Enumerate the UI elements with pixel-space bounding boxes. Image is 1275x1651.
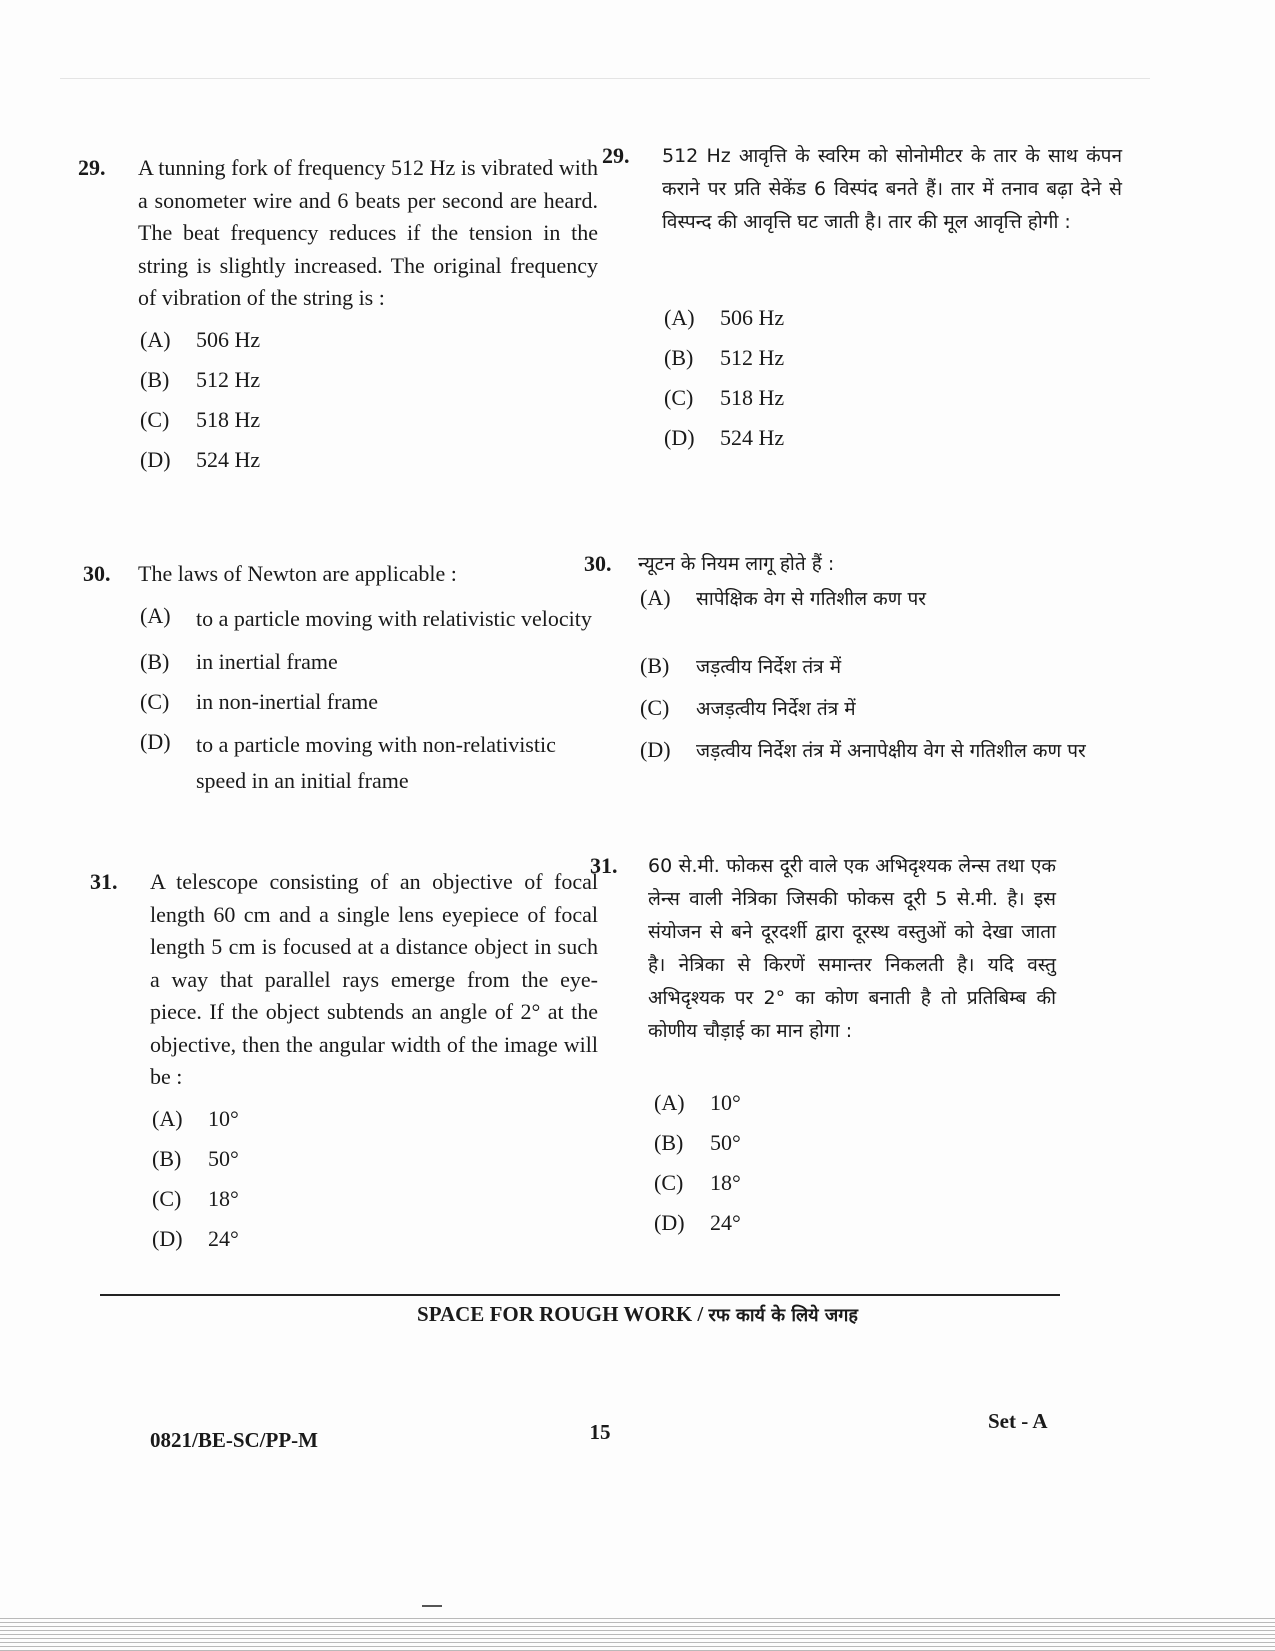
rough-work-rule bbox=[100, 1294, 1060, 1296]
option-c: (C) अजड़त्वीय निर्देश तंत्र में bbox=[640, 695, 856, 720]
question-text: 512 Hz आवृत्ति के स्वरिम को सोनोमीटर के तार के साथ कंपन कराने पर प्रति सेकेंड 6 विस्पंद बनते हैं। तार में तनाव बढ़ा देने से विस्पन्द की आवृत्ति घट जाती है। तार की मूल आवृत्ति होगी : bbox=[662, 145, 1122, 233]
option-b: (B) 512 Hz bbox=[664, 345, 785, 370]
options bbox=[140, 601, 598, 799]
option-a: (A) सापेक्षिक वेग से गतिशील कण पर bbox=[640, 585, 927, 610]
question-text: 60 से.मी. फोकस दूरी वाले एक अभिदृश्यक लेन्स तथा एक लेन्स वाली नेत्रिका जिसकी फोकस दूरी 5 से.मी. है। इस संयोजन से बने दूरदर्शी द्वारा दूरस्थ वस्तुओं को देखा जाता है। नेत्रिका से किरणें समान्तर निकलती है। यदि वस्तु अभिदृश्यक पर 2° का कोण बनाती है तो प्रतिबिम्ब की कोणीय चौड़ाई का मान होगा : bbox=[648, 855, 1056, 1042]
question-number: 31. bbox=[90, 869, 118, 894]
option-a: (A) to a particle moving with relativistic velocity bbox=[140, 602, 592, 631]
option-b: (B) in inertial frame bbox=[140, 648, 338, 674]
rough-work-heading bbox=[0, 1302, 1275, 1327]
option-d: (D) 24° bbox=[152, 1225, 239, 1251]
option-d: (D) 524 Hz bbox=[140, 446, 261, 472]
option-a: (A) 10° bbox=[152, 1105, 239, 1131]
paper-code: 0821/BE-SC/PP-M bbox=[150, 1428, 318, 1452]
option-d: (D) 24° bbox=[654, 1210, 741, 1235]
option-d: (D) 524 Hz bbox=[664, 425, 785, 450]
option-a: (A) 506 Hz bbox=[664, 305, 785, 330]
question-text: A tunning fork of frequency 512 Hz is vibrated with a sonometer wire and 6 beats per second are heard. The beat frequency reduces if the tension in the string is slightly increased. The original frequency of vibration of the string is : bbox=[138, 155, 598, 310]
options bbox=[152, 1104, 598, 1254]
option-c: (C) 518 Hz bbox=[140, 406, 261, 432]
option-d: (D) जड़त्वीय निर्देश तंत्र में अनापेक्षीय वेग से गतिशील कण पर bbox=[640, 737, 1086, 762]
question-29-en bbox=[78, 152, 598, 485]
option-b: (B) 50° bbox=[654, 1130, 741, 1155]
option-c: (C) 18° bbox=[654, 1170, 741, 1195]
option-d: (D) to a particle moving with non-relativistic speed in an initial frame bbox=[140, 728, 556, 793]
page-number: 15 bbox=[589, 1420, 611, 1444]
rough-work-en: SPACE FOR ROUGH WORK / bbox=[417, 1302, 704, 1326]
question-number: 30. bbox=[83, 561, 111, 586]
options bbox=[664, 303, 1122, 453]
question-number: 30. bbox=[584, 551, 612, 576]
question-number: 31. bbox=[590, 853, 618, 878]
bottom-dash bbox=[422, 1605, 442, 1607]
question-text: न्यूटन के नियम लागू होते हैं : bbox=[638, 553, 835, 575]
question-text: A telescope consisting of an objective of focal length 60 cm and a single lens eyepiece of focal length 5 cm is focused at a distance object in such a way that parallel rays emerge from the eye-piece. If the object subtends an angle of 2° at the objective, then the angular width of the image will be : bbox=[150, 869, 598, 1089]
option-c: (C) in non-inertial frame bbox=[140, 688, 379, 714]
options bbox=[140, 325, 598, 475]
question-31-en bbox=[78, 866, 598, 1264]
option-b: (B) 50° bbox=[152, 1145, 239, 1171]
option-a: (A) 10° bbox=[654, 1090, 741, 1115]
set-label: Set - A bbox=[988, 1409, 1048, 1433]
question-30-hi bbox=[584, 548, 1122, 777]
option-b: (B) 512 Hz bbox=[140, 366, 261, 392]
question-number: 29. bbox=[78, 155, 106, 180]
option-c: (C) 518 Hz bbox=[664, 385, 785, 410]
option-b: (B) जड़त्वीय निर्देश तंत्र में bbox=[640, 653, 842, 678]
top-rule bbox=[60, 78, 1150, 79]
question-31-hi bbox=[590, 850, 1122, 1248]
scan-bottom-edge bbox=[0, 1618, 1275, 1651]
options bbox=[654, 1088, 1122, 1238]
question-number: 29. bbox=[602, 143, 630, 168]
question-30-en bbox=[78, 558, 598, 809]
option-c: (C) 18° bbox=[152, 1185, 239, 1211]
rough-work-hi: रफ कार्य के लिये जगह bbox=[708, 1305, 858, 1326]
question-text: The laws of Newton are applicable : bbox=[138, 561, 457, 586]
option-a: (A) 506 Hz bbox=[140, 326, 261, 352]
options bbox=[640, 583, 1122, 767]
question-29-hi bbox=[602, 140, 1122, 463]
